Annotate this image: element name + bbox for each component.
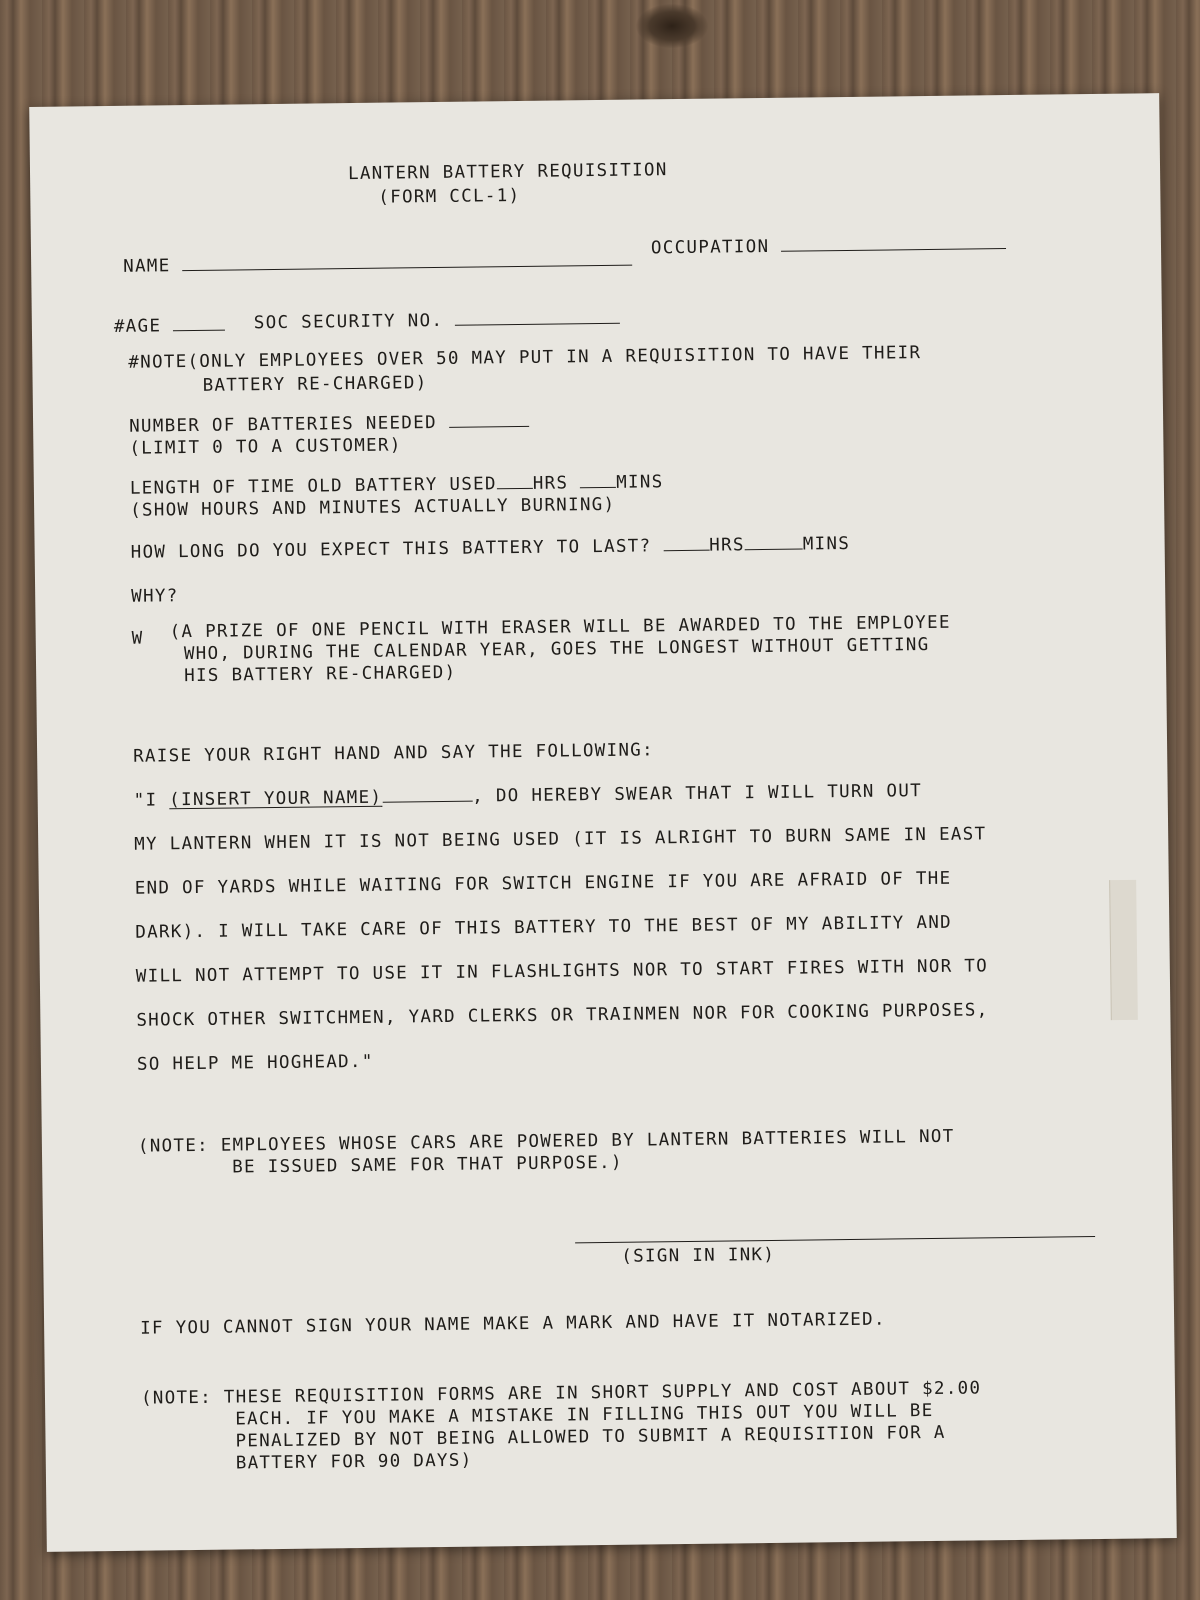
oath-name-field[interactable]: (INSERT YOUR NAME) bbox=[169, 787, 383, 811]
oath-line1: "I (INSERT YOUR NAME) , DO HEREBY SWEAR THAT I WILL TURN OUT bbox=[133, 781, 923, 811]
expect-hrs-field[interactable] bbox=[663, 536, 709, 552]
occupation-label: OCCUPATION bbox=[651, 233, 1006, 259]
note2-line1: (NOTE: EMPLOYEES WHOSE CARS ARE POWERED BY LANTERN BATTERIES WILL NOT bbox=[137, 1126, 955, 1157]
note3-line2: EACH. IF YOU MAKE A MISTAKE IN FILLING THIS OUT YOU WILL BE bbox=[235, 1401, 934, 1430]
expect-mins-field[interactable] bbox=[745, 535, 803, 551]
age-field[interactable] bbox=[173, 316, 225, 332]
requisition-form-paper bbox=[29, 93, 1177, 1552]
note3-line3: PENALIZED BY NOT BEING ALLOWED TO SUBMIT A REQUISITION FOR A bbox=[235, 1422, 946, 1452]
name-field[interactable] bbox=[182, 251, 632, 271]
oath-line4: DARK). I WILL TAKE CARE OF THIS BATTERY TO THE BEST OF MY ABILITY AND bbox=[135, 912, 953, 943]
length-label: LENGTH OF TIME OLD BATTERY USED HRS MINS bbox=[129, 472, 664, 499]
oath-line3: END OF YARDS WHILE WAITING FOR SWITCH ENGINE IF YOU ARE AFRAID OF THE bbox=[134, 868, 952, 899]
sign-label: (SIGN IN INK) bbox=[621, 1244, 776, 1267]
prize-line2: WHO, DURING THE CALENDAR YEAR, GOES THE LONGEST WITHOUT GETTING bbox=[183, 634, 930, 665]
batteries-limit: (LIMIT 0 TO A CUSTOMER) bbox=[129, 435, 402, 459]
age-label: #AGE bbox=[114, 315, 225, 338]
name-label: NAME bbox=[123, 250, 632, 278]
prize-line3: HIS BATTERY RE-CHARGED) bbox=[184, 662, 457, 687]
prize-marker: W bbox=[131, 628, 144, 649]
why-label: WHY? bbox=[131, 586, 179, 607]
note2-line2: BE ISSUED SAME FOR THAT PURPOSE.) bbox=[232, 1152, 623, 1178]
wood-knot bbox=[636, 4, 708, 48]
note3-line1: (NOTE: THESE REQUISITION FORMS ARE IN SHORT SUPPLY AND COST ABOUT $2.00 bbox=[140, 1378, 982, 1409]
length-mins-field[interactable] bbox=[580, 473, 616, 488]
note3-line4: BATTERY FOR 90 DAYS) bbox=[235, 1450, 473, 1474]
oath-intro: RAISE YOUR RIGHT HAND AND SAY THE FOLLOWING: bbox=[133, 740, 655, 767]
oath-line5: WILL NOT ATTEMPT TO USE IT IN FLASHLIGHTS NOR TO START FIRES WITH NOR TO bbox=[135, 956, 989, 987]
length-note: (SHOW HOURS AND MINUTES ACTUALLY BURNING) bbox=[130, 494, 616, 521]
ssn-label: SOC SECURITY NO. bbox=[254, 308, 620, 334]
note1-line2: BATTERY RE-CHARGED) bbox=[202, 373, 428, 396]
oath-line6: SHOCK OTHER SWITCHMEN, YARD CLERKS OR TRAINMEN NOR FOR COOKING PURPOSES, bbox=[136, 1000, 989, 1031]
paper-tear bbox=[1109, 880, 1138, 1020]
signature-line[interactable] bbox=[575, 1236, 1095, 1243]
oath-line2: MY LANTERN WHEN IT IS NOT BEING USED (IT IS ALRIGHT TO BURN SAME IN EAST bbox=[134, 824, 987, 855]
occupation-field[interactable] bbox=[781, 234, 1006, 252]
ssn-field[interactable] bbox=[455, 309, 620, 326]
length-hrs-field[interactable] bbox=[497, 474, 533, 489]
oath-line7: SO HELP ME HOGHEAD." bbox=[136, 1051, 374, 1075]
batteries-label: NUMBER OF BATTERIES NEEDED bbox=[129, 411, 529, 438]
batteries-field[interactable] bbox=[449, 412, 529, 428]
note1-line1: #NOTE(ONLY EMPLOYEES OVER 50 MAY PUT IN A REQUISITION TO HAVE THEIR bbox=[128, 343, 922, 373]
prize-line1: (A PRIZE OF ONE PENCIL WITH ERASER WILL BE AWARDED TO THE EMPLOYEE bbox=[169, 612, 951, 643]
mark-text: IF YOU CANNOT SIGN YOUR NAME MAKE A MARK AND HAVE IT NOTARIZED. bbox=[140, 1309, 886, 1339]
form-title: LANTERN BATTERY REQUISITION bbox=[347, 160, 668, 185]
form-subtitle: (FORM CCL-1) bbox=[378, 185, 521, 208]
expect-label: HOW LONG DO YOU EXPECT THIS BATTERY TO LAST? HRS MINS bbox=[130, 533, 851, 563]
